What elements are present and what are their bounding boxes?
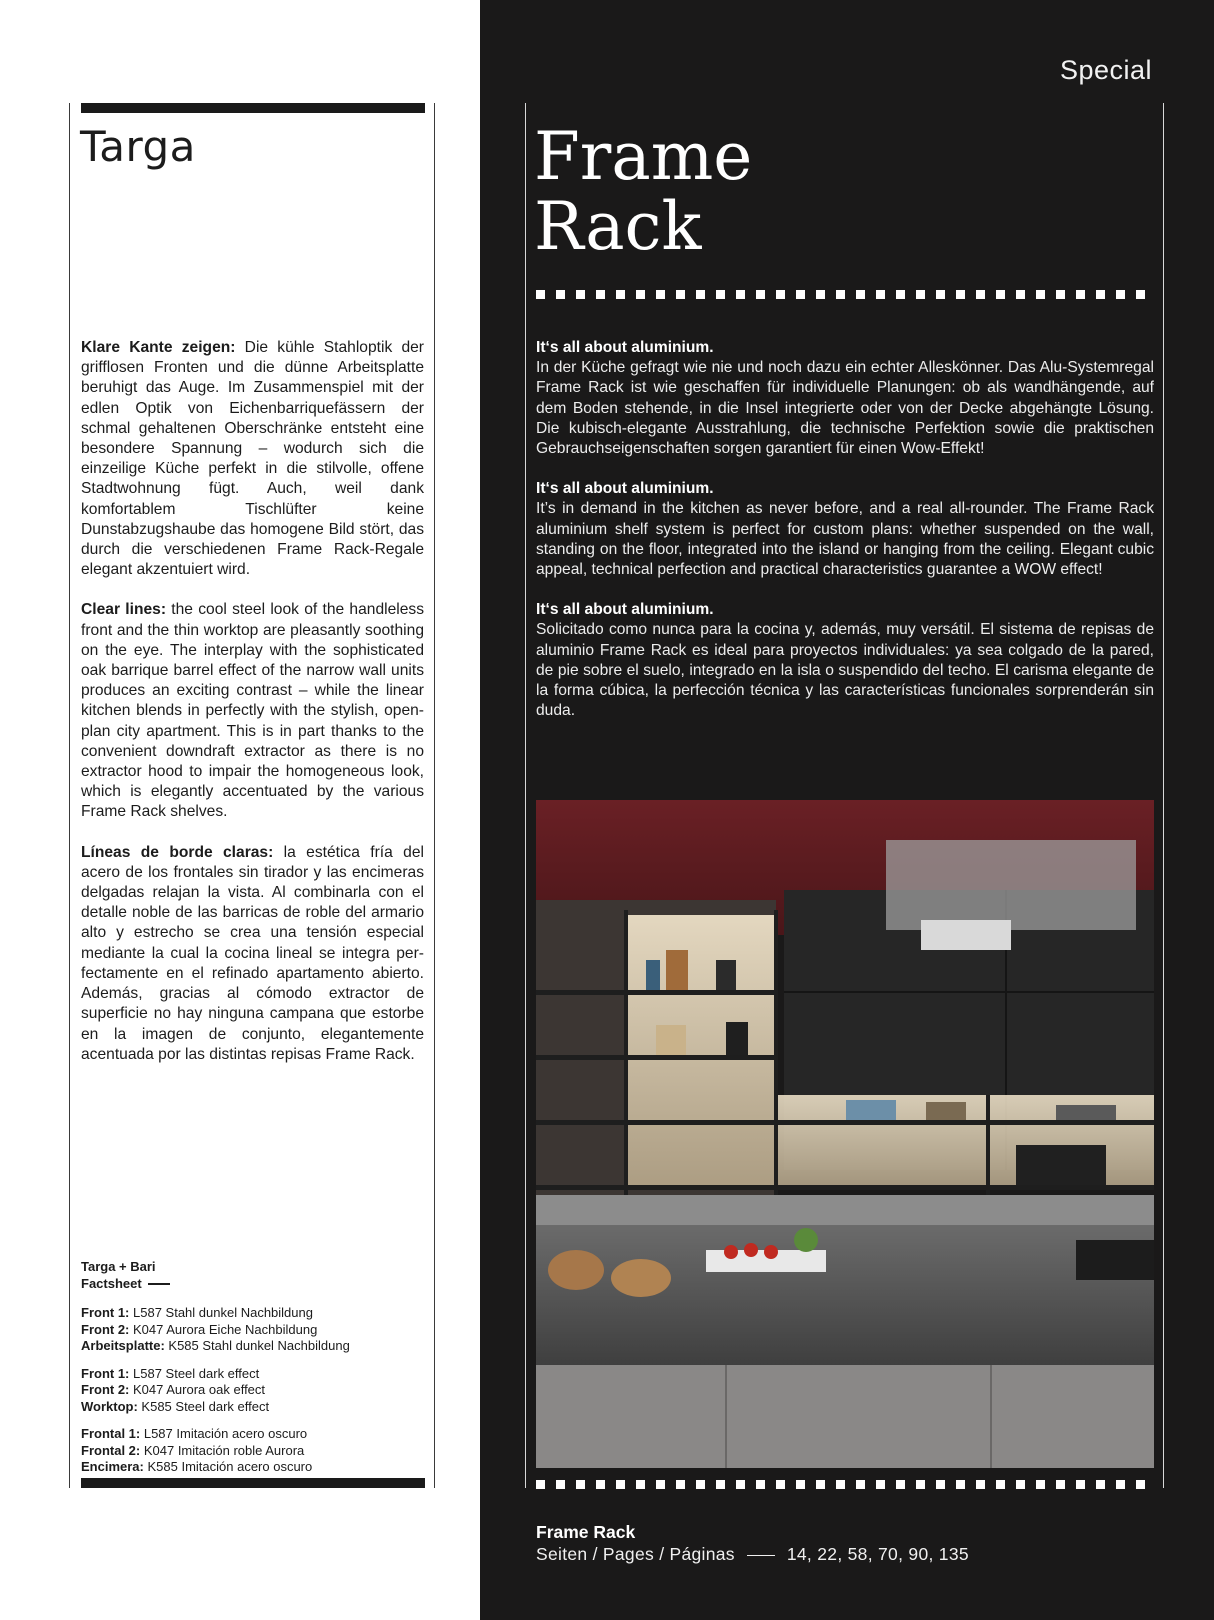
factsheet-value: K047 Aurora oak effect <box>129 1382 266 1397</box>
greens <box>794 1228 818 1252</box>
section-label-special: Special <box>1059 55 1152 85</box>
paragraph-body: In der Küche gefragt wie nie und noch dazu ein echter Alleskönner. Das Alu-Systemregal Frame Rack ist wie geschaffen für individuelle Planungen: ob als wandhängende, auf dem Boden stehende, in die Insel integrierte oder von der Decke abgehängte Lösung. Die kubisch-elegante Ausstrahlung, die technische Perfektion sowie die praktischen Gebrauchseigenschaften sorgen garantiert für einen Wow-Effekt! <box>536 359 1154 458</box>
factsheet-line <box>81 1338 426 1355</box>
factsheet-value: K585 Steel dark effect <box>137 1398 270 1414</box>
jar <box>646 960 660 990</box>
shelf-bar <box>536 1185 1154 1190</box>
factsheet-group-english <box>81 1366 426 1416</box>
factsheet-key: Frontal 2: <box>81 1442 141 1458</box>
dotted-divider-top <box>536 290 1154 299</box>
pages-label: Seiten / Pages / Páginas <box>536 1544 735 1564</box>
right-margin-rule <box>434 103 435 1488</box>
reference-pages-row <box>536 1543 969 1565</box>
island-fronts <box>536 1365 1154 1468</box>
paragraph-body: Die kühle Stahloptik der grifflosen Fronten und die dünne Arbeitsplatte beruhigt das Auge. Im Zusammenspiel mit der edlen Optik von Eichenbarriquefässern der schmal gehaltenen Oberschränke entsteht eine besondere Spannung – wodurch sich die einzeilige Küche perfekt in die stilvolle, offene Stadtwohnung fügt. Auch, weil dank komfortablem Tischlüfter keine Dunstabzugshaube das homogene Bild stört, das durch die verschiedenen Frame Rack-Regale elegant akzentuiert wird. <box>81 339 424 579</box>
paragraph-spanish <box>81 843 424 1065</box>
shelf-bar <box>536 1120 1154 1125</box>
top-rule <box>81 103 425 113</box>
page-title-targa: Targa <box>80 122 196 171</box>
paragraph-german <box>81 338 424 580</box>
bowls <box>926 1102 966 1120</box>
reference-title: Frame Rack <box>536 1522 636 1542</box>
paragraph-english <box>81 600 424 822</box>
factsheet-key: Arbeitsplatte: <box>81 1338 165 1353</box>
paragraph-german <box>536 338 1154 459</box>
jar <box>716 960 736 990</box>
factsheet-line <box>81 1426 426 1443</box>
factsheet-line <box>81 1443 426 1460</box>
factsheet-value: L587 Stahl dunkel Nachbildung <box>129 1305 313 1320</box>
dash-rule <box>148 1283 170 1285</box>
tomato <box>744 1243 758 1257</box>
page-title-frame-rack <box>534 118 753 265</box>
factsheet-label: Factsheet <box>81 1275 142 1291</box>
factsheet-model: Targa + Bari <box>81 1259 156 1274</box>
factsheet-key: Front 1: <box>81 1305 130 1320</box>
jar <box>666 950 688 990</box>
paragraph-body: the cool steel look of the handleless front and the thin worktop are pleasantly soothing on the eye. The interplay with the sophisticated oak barrique barrel effect of the narrow wall units produces an exciting contrast – while the linear kitchen blends in perfectly with the stylish, open-plan city apartment. This is in part thanks to the convenient downdraft extractor as there is no extractor hood to impair the homogeneous look, which is elegantly accentuated by the various Frame Rack shelves. <box>81 601 424 821</box>
factsheet-line <box>81 1305 426 1322</box>
cooktop-edge <box>1076 1240 1154 1280</box>
factsheet-line <box>81 1366 426 1383</box>
factsheet-value: K585 Stahl dunkel Nachbildung <box>164 1338 350 1353</box>
factsheet-group-spanish <box>81 1426 426 1476</box>
left-margin-rule <box>69 103 70 1488</box>
paragraph-lead: Líneas de borde claras: <box>81 843 274 861</box>
right-page-left-rule <box>525 103 526 1488</box>
factsheet <box>81 1259 426 1487</box>
factsheet-key: Front 1: <box>81 1365 130 1381</box>
factsheet-key: Front 2: <box>81 1382 130 1397</box>
shelf-post <box>986 1095 990 1200</box>
paper-towel-holder <box>921 920 1011 950</box>
paragraph-body: It’s in demand in the kitchen as never before, and a real all-rounder. The Frame Rack aluminium shelf system is perfect for custom plans: whether suspended on the wall, standing on the floor, integrated into the island or hanging from the ceiling. Elegant cubic appeal, technical perfection and practical characteristics guarantee a WOW effect! <box>536 500 1154 579</box>
factsheet-group-german <box>81 1305 426 1355</box>
ceiling-rack-light <box>886 840 1136 930</box>
shelf-bar <box>536 1055 776 1060</box>
paragraph-lead: Klare Kante zeigen: <box>81 339 236 356</box>
page-reference <box>536 1521 969 1565</box>
paragraph-heading: It‘s all about aluminium. <box>536 601 714 619</box>
factsheet-value: L587 Steel dark effect <box>129 1365 260 1381</box>
jar <box>656 1025 686 1055</box>
paragraph-lead: Clear lines: <box>81 601 167 619</box>
factsheet-key: Front 2: <box>81 1321 130 1337</box>
jar <box>726 1022 748 1055</box>
title-line-1: Frame <box>534 118 753 195</box>
paragraph-spanish <box>536 600 1154 721</box>
dash-rule <box>747 1555 775 1557</box>
factsheet-key: Worktop: <box>81 1398 138 1414</box>
shelf-post <box>774 910 778 1200</box>
shelf-post <box>624 910 628 1200</box>
factsheet-line <box>81 1382 426 1399</box>
factsheet-key: Frontal 1: <box>81 1426 141 1441</box>
factsheet-value: L587 Imitación acero oscuro <box>140 1426 308 1441</box>
paragraph-heading: It‘s all about aluminium. <box>536 480 714 498</box>
bowls <box>846 1100 896 1120</box>
factsheet-value: K047 Imitación roble Aurora <box>140 1442 305 1458</box>
back-counter <box>536 1195 1154 1225</box>
factsheet-label-row <box>81 1276 426 1293</box>
right-page-right-rule <box>1163 103 1164 1488</box>
title-line-2: Rack <box>534 188 702 265</box>
factsheet-line <box>81 1459 426 1476</box>
paragraph-english <box>536 479 1154 580</box>
factsheet-value: K585 Imitación acero oscuro <box>143 1459 313 1474</box>
paragraph-body: Solicitado como nunca para la cocina y, además, muy versátil. El sistema de repisas de aluminio Frame Rack es ideal para proyectos individuales: ya sea colgado de la pared, de pie sobre el suelo, integrado en la isla o suspendido del techo. El carisma elegante de la forma cúbica, la perfección técnica y las características funcionales sorprenderán sin duda. <box>536 621 1154 720</box>
factsheet-heading <box>81 1259 426 1292</box>
page-numbers: 14, 22, 58, 70, 90, 135 <box>786 1544 969 1564</box>
paragraph-body: la estética fría del acero de los frontales sin tirador y las encimeras delgadas relajan la vista. Al combinarla con el detalle noble de las barricas de roble del armario alto y estrecho se crea una tensión especial mediante la cual la cocina lineal se integra perfectamente en el refinado apartamento abierto. Además, gracias al cómodo extractor de superficie no hay ninguna campana que estorbe en la imagen de conjunto, elegantemente acentuada por las distintas repisas Frame Rack. <box>81 843 424 1063</box>
paragraph-heading: It‘s all about aluminium. <box>536 339 714 356</box>
cutting-board <box>1016 1145 1106 1185</box>
factsheet-key: Encimera: <box>81 1459 144 1474</box>
kitchen-photo <box>536 800 1154 1468</box>
shelf-backlight <box>626 915 776 1185</box>
potato <box>548 1250 604 1290</box>
bowls <box>1056 1105 1116 1120</box>
factsheet-value: K047 Aurora Eiche Nachbildung <box>129 1321 318 1337</box>
factsheet-line <box>81 1399 426 1416</box>
tomato <box>764 1245 778 1259</box>
potato <box>611 1259 671 1297</box>
factsheet-line <box>81 1322 426 1339</box>
left-page <box>0 0 480 1620</box>
dotted-divider-bottom <box>536 1480 1154 1489</box>
shelf-bar <box>536 990 776 995</box>
description-text <box>81 338 424 1085</box>
frame-rack-text <box>536 338 1154 741</box>
tomato <box>724 1245 738 1259</box>
